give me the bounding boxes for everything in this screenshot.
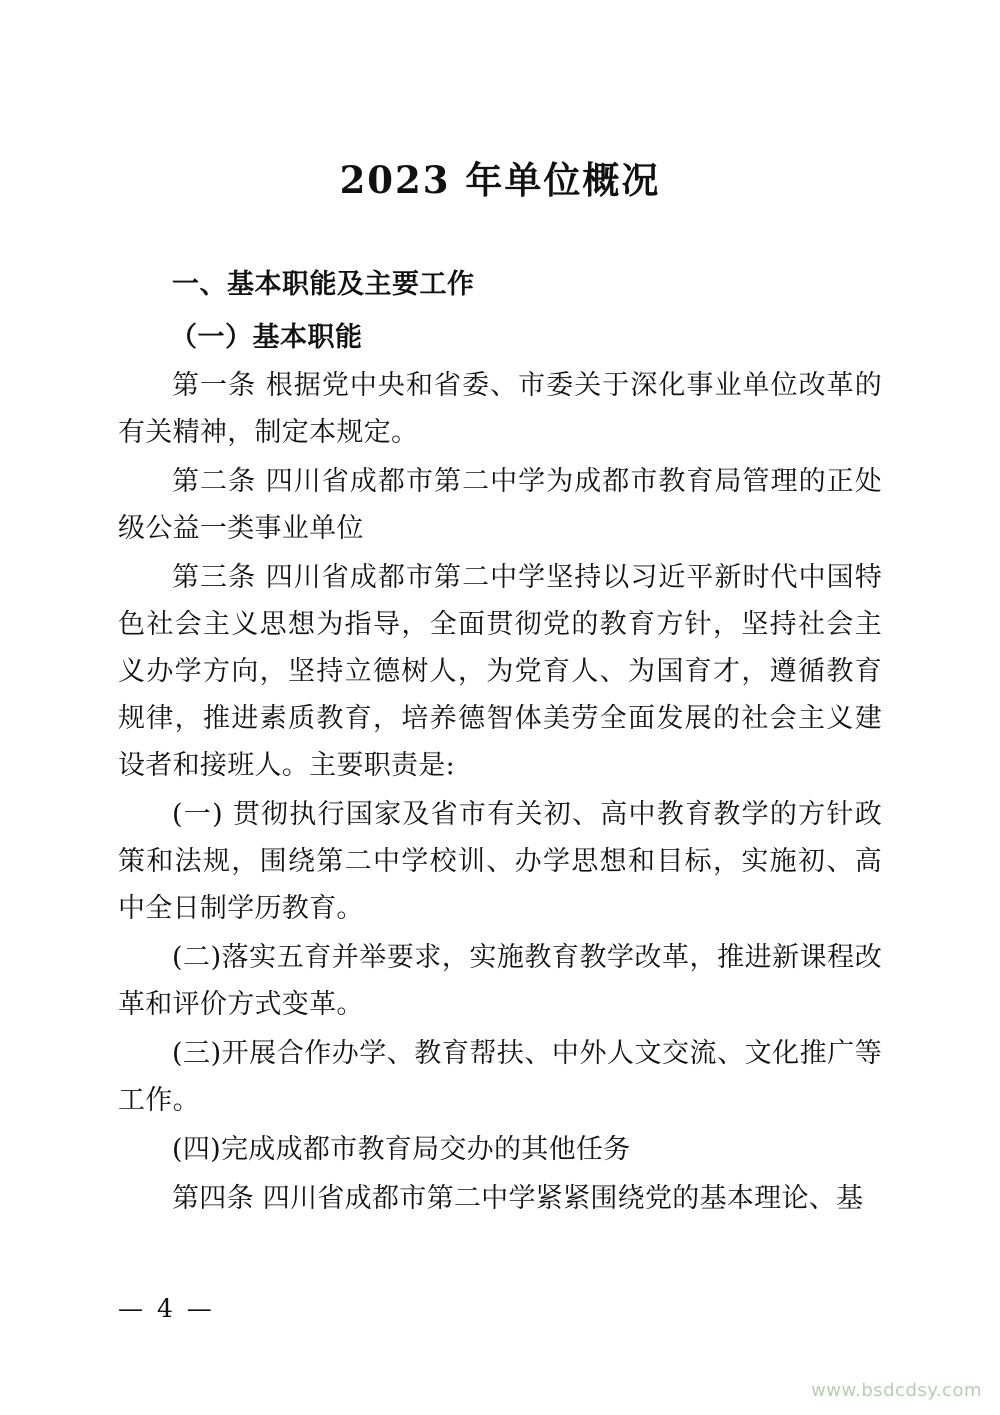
paragraph: 第三条 四川省成都市第二中学坚持以习近平新时代中国特色社会主义思想为指导，全面贯彻党的教育方针，坚持社会主义办学方向，坚持立德树人，为党育人、为国育才，遵循教育规律，推进素质教育，培养德智体美劳全面发展的社会主义建设者和接班人。主要职责是: — [118, 562, 882, 781]
paragraph: 第一条 根据党中央和省委、市委关于深化事业单位改革的有关精神，制定本规定。 — [118, 370, 882, 448]
document-body — [118, 150, 882, 1224]
paragraph: 第二条 四川省成都市第二中学为成都市教育局管理的正处级公益一类事业单位 — [118, 466, 882, 544]
paragraph: (二)落实五育并举要求，实施教育教学改革，推进新课程改革和评价方式变革。 — [118, 942, 882, 1020]
paragraph: (三)开展合作办学、教育帮扶、中外人文交流、文化推广等工作。 — [118, 1038, 882, 1116]
page-number: — 4 — — [118, 1294, 215, 1323]
subsection-heading: （一）基本职能 — [170, 322, 363, 353]
page-title: 2023 年单位概况 — [339, 158, 661, 202]
paragraph: (四)完成成都市教育局交办的其他任务 — [172, 1134, 631, 1165]
paragraph: (一) 贯彻执行国家及省市有关初、高中教育教学的方针政策和法规，围绕第二中学校训、办学思想和目标，实施初、高中全日制学历教育。 — [118, 799, 882, 924]
paragraph: 第四条 四川省成都市第二中学紧紧围绕党的基本理论、基 — [172, 1183, 864, 1214]
section-heading: 一、基本职能及主要工作 — [172, 269, 475, 300]
watermark: www.bsdcdsy.com — [811, 1380, 982, 1401]
